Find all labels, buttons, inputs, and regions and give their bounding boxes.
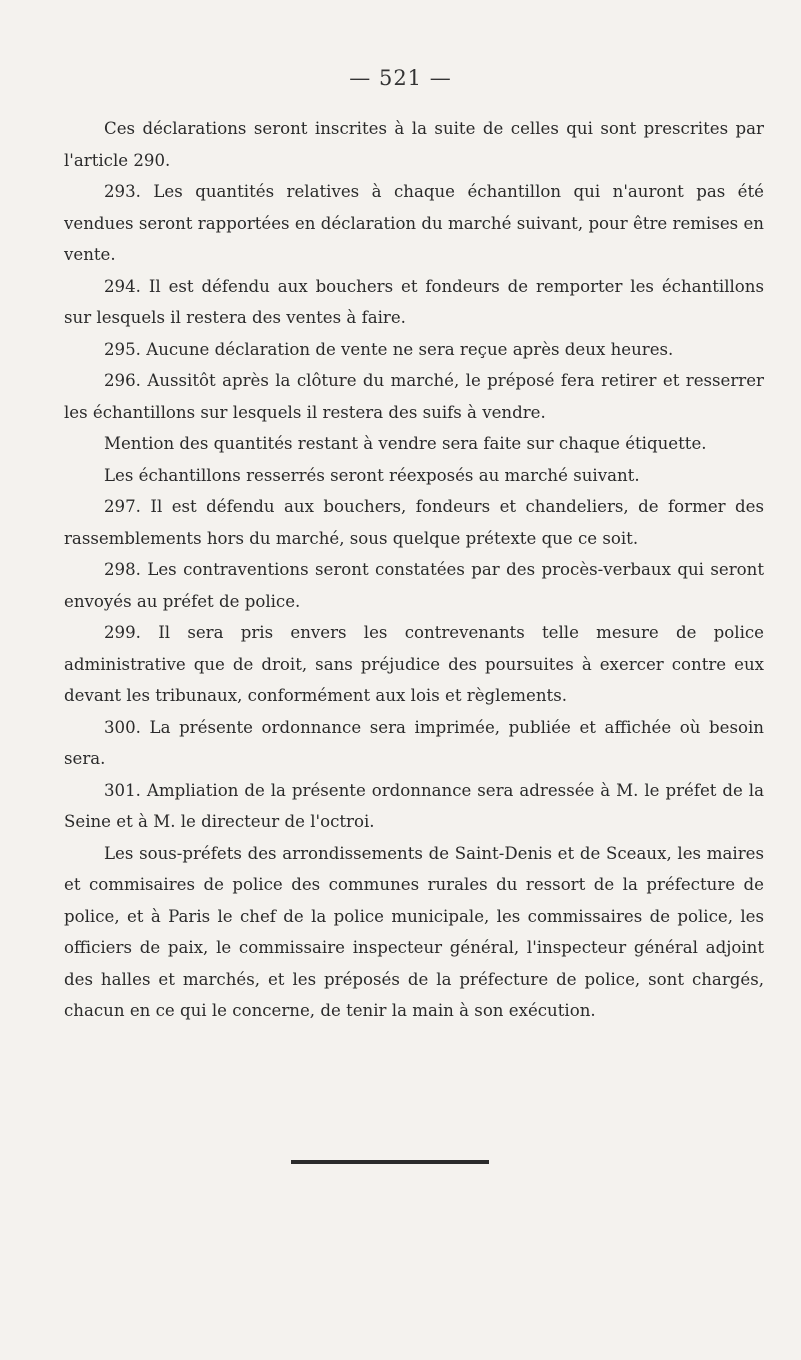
paragraph-reexposes: Les échantillons resserrés seront réexposés au marché suivant.: [104, 465, 640, 485]
article-294: 294. Il est défendu aux bouchers et fondeurs de remporter les échantillons sur lesquels il restera des ventes à faire.: [64, 276, 764, 327]
article-300: 300. La présente ordonnance sera imprimée, publiée et affichée où besoin sera.: [64, 717, 764, 768]
article-295: 295. Aucune déclaration de vente ne sera reçue après deux heures.: [104, 339, 674, 359]
paragraph-charges: Les sous-préfets des arrondissements de Saint-Denis et de Sceaux, les maires et commisaires de police des communes rurales du ressort de la préfecture de police, et à Paris le chef de la police municipale, les commissaires de police, les officiers de paix, le commissaire inspecteur général, l'inspecteur général adjoint des halles et marchés, et les préposés de la préfecture de police, sont chargés, chacun en ce qui le concerne, de tenir la main à son exécution.: [64, 843, 764, 1020]
article-296: 296. Aussitôt après la clôture du marché, le préposé fera retirer et resserrer les échantillons sur lesquels il restera des suifs à vendre.: [64, 371, 764, 422]
paragraph-continuation: Ces déclarations seront inscrites à la suite de celles qui sont prescrites par l'article 290.: [64, 119, 764, 170]
article-301: 301. Ampliation de la présente ordonnance sera adressée à M. le préfet de la Seine et à M. le directeur de l'octroi.: [64, 780, 764, 831]
paragraph-mention: Mention des quantités restant à vendre sera faite sur chaque étiquette.: [104, 434, 707, 453]
article-293: 293. Les quantités relatives à chaque échantillon qui n'auront pas été vendues seront rapportées en déclaration du marché suivant, pour être remises en vente.: [64, 182, 764, 264]
article-299: 299. Il sera pris envers les contrevenants telle mesure de police administrative que de droit, sans préjudice des poursuites à exercer contre eux devant les tribunaux, conformément aux lois et règlements.: [64, 623, 764, 705]
body-text: [64, 113, 764, 1027]
article-298: 298. Les contraventions seront constatées par des procès-verbaux qui seront envoyés au préfet de police.: [64, 560, 764, 611]
page-number: — 521 —: [349, 66, 452, 90]
closing-rule: [291, 1160, 489, 1164]
article-297: 297. Il est défendu aux bouchers, fondeurs et chandeliers, de former des rassemblements hors du marché, sous quelque prétexte que ce soit.: [64, 497, 764, 548]
